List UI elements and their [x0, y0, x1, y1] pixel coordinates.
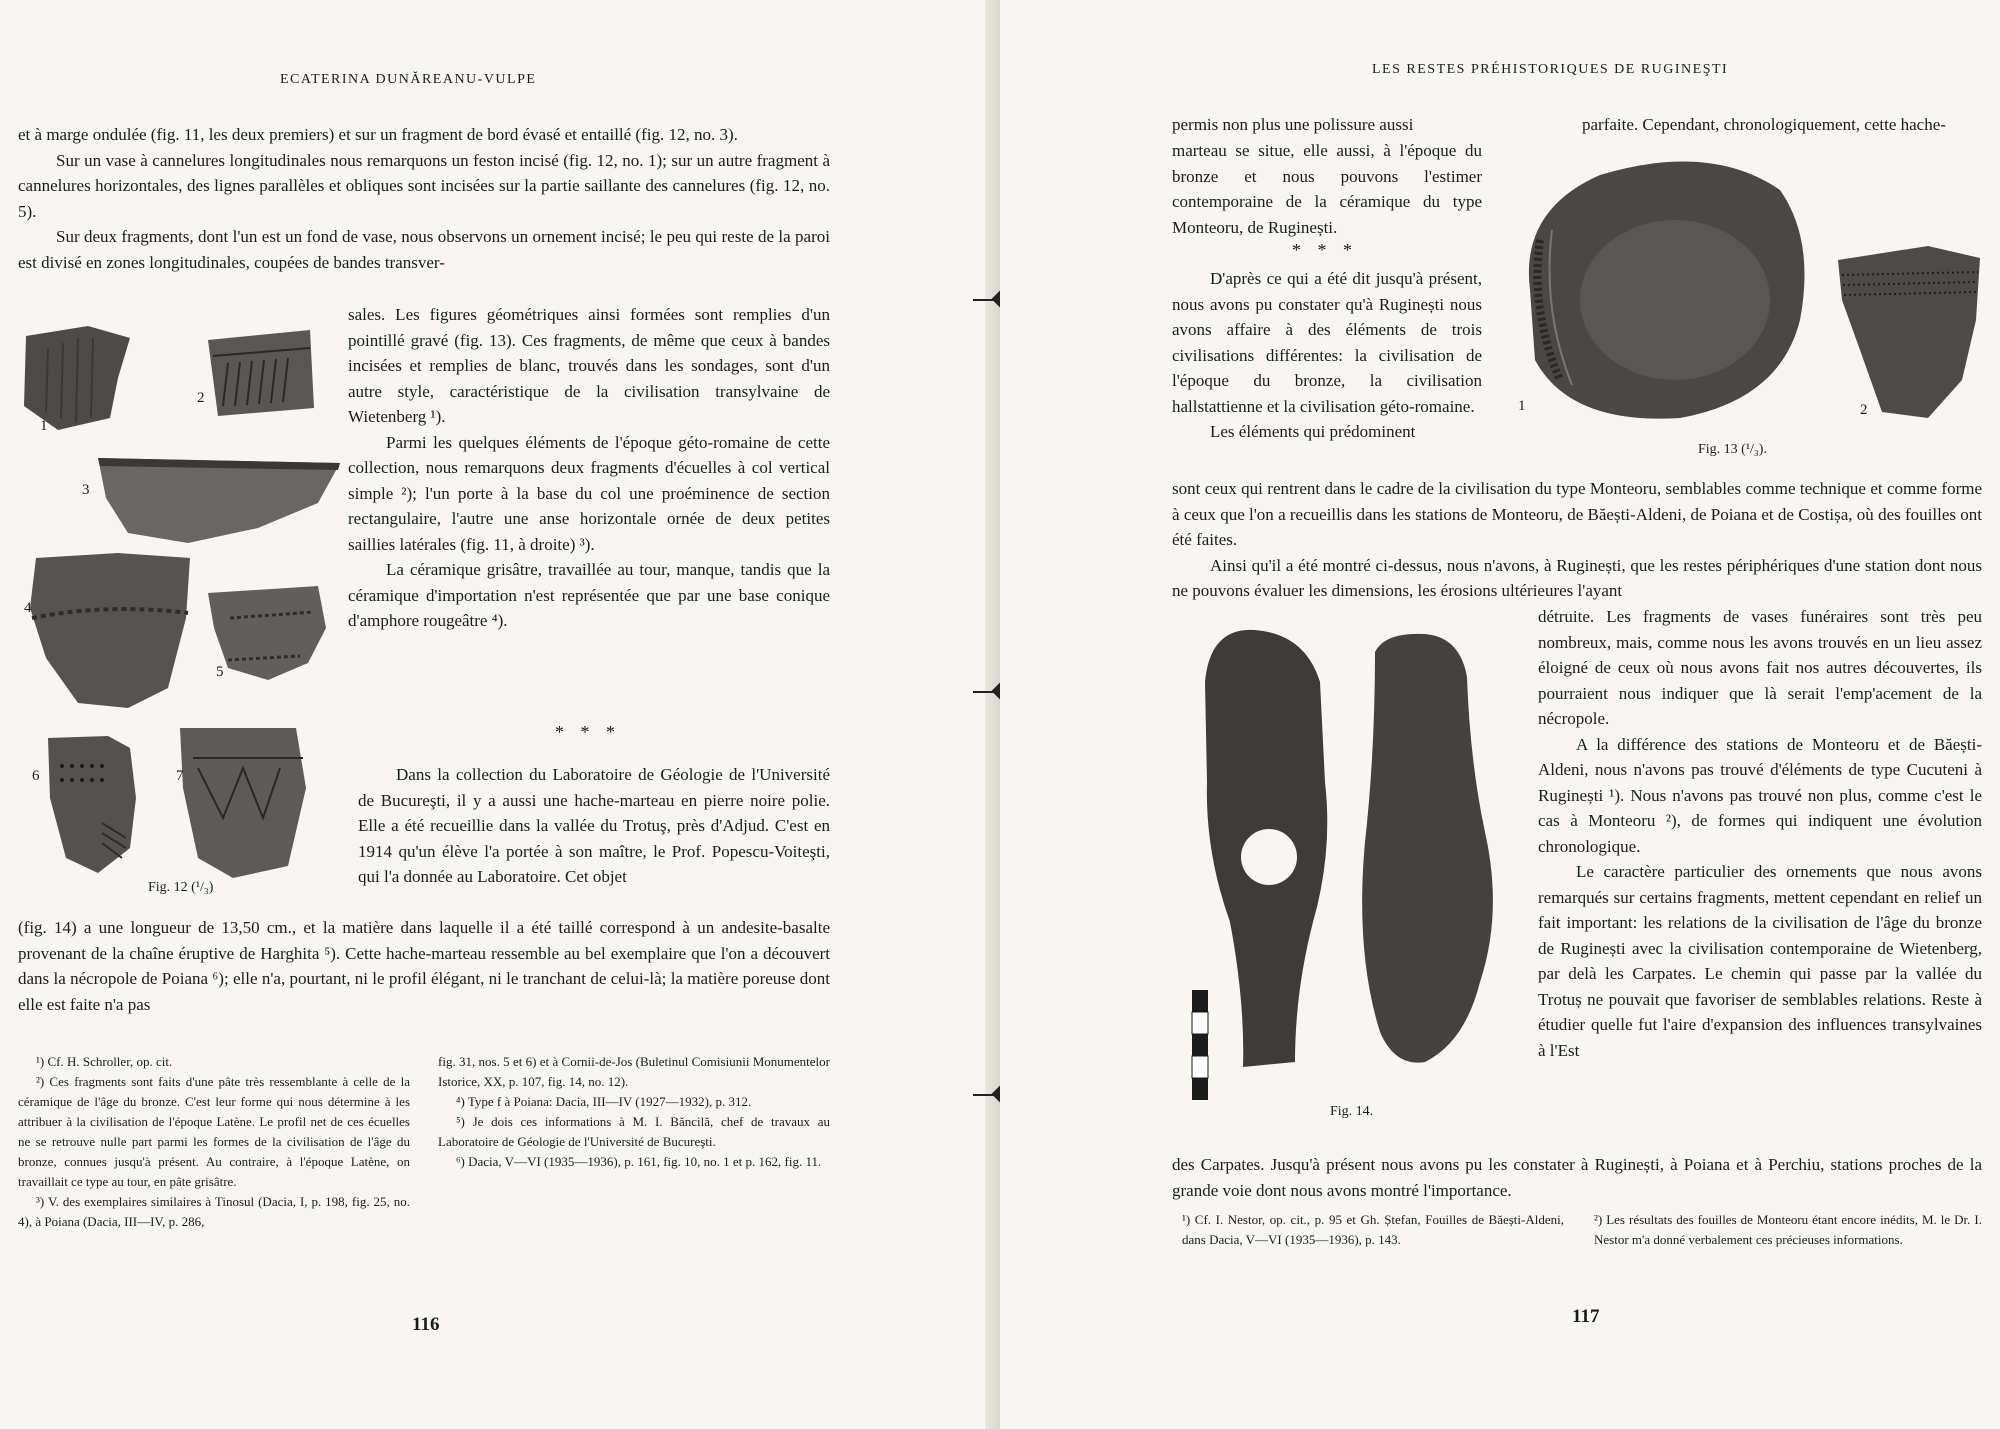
- footnote: ⁶) Dacia, V—VI (1935—1936), p. 161, fig. 10, no. 1 et p. 162, fig. 11.: [456, 1154, 822, 1169]
- figure-12-potsherds: [18, 318, 348, 898]
- paragraph: des Carpates. Jusqu'à présent nous avons pu les constater à Ruginești, à Poiana et à Perchiu, stations proches de la grande voie dont nous avons montré l'importance.: [1172, 1155, 1982, 1200]
- sherd-5: [208, 586, 326, 680]
- fig13-number-1: 1: [1518, 398, 1526, 414]
- footnotes-left-col1: [18, 1052, 410, 1232]
- right-lower-column: [1538, 604, 1982, 1063]
- hache-paragraph: [358, 762, 830, 890]
- left-top-paragraphs: [18, 122, 830, 275]
- full-width-paragraph: [18, 915, 830, 1017]
- fig12-number-7: 7: [176, 768, 184, 784]
- footnote: ¹) Cf. I. Nestor, op. cit., p. 95 et Gh. Ștefan, Fouilles de Băești-Aldeni, dans Dacia, V—VI (1935—1936), p. 143.: [1182, 1212, 1564, 1247]
- paragraph: marteau se situe, elle aussi, à l'époque du bronze et nous pouvons l'estimer contemporaine de la céramique du type Monteoru, de Ruginești.: [1172, 141, 1482, 237]
- footnote-right-1: [1182, 1210, 1564, 1250]
- page-number-left: 116: [412, 1314, 440, 1335]
- figure-12-caption: Fig. 12 (¹/₃): [148, 880, 214, 895]
- scale-bar: [1190, 990, 1212, 1100]
- figure-13-potsherds: [1510, 150, 1990, 440]
- paragraph: sales. Les figures géométriques ainsi formées sont remplies d'un pointillé gravé (fig. 13). Ces fragments, de même que ceux à bandes incisées et remplies de blanc, trouvés dans les sondages, sont d'un autre style, caractéristique de la civilisation transylvaine de Wietenberg ¹).: [348, 305, 830, 426]
- footnote: ⁴) Type f à Poiana: Dacia, III—IV (1927—1932), p. 312.: [456, 1094, 752, 1109]
- fig12-number-3: 3: [82, 482, 90, 498]
- footnote: fig. 31, nos. 5 et 6) et à Cornii-de-Jos (Buletinul Comisiunii Monumentelor Istorice, XX, p. 107, fig. 14, no. 12).: [438, 1054, 830, 1089]
- sherd-4: [30, 553, 190, 708]
- paragraph: et à marge ondulée (fig. 11, les deux premiers) et sur un fragment de bord évasé et entaillé (fig. 12, no. 3).: [18, 125, 738, 144]
- page-number-right: 117: [1572, 1306, 1600, 1327]
- paragraph: D'après ce qui a été dit jusqu'à présent, nous avons pu constater qu'à Ruginești nous avons affaire à des éléments de trois civilisations différentes: la civilisation de l'époque du bronze, la civilisation hallstattienne et la civilisation géto-romaine.: [1172, 269, 1482, 416]
- sherd-3: [98, 458, 340, 543]
- fig12-number-4: 4: [24, 600, 32, 616]
- paragraph: détruite. Les fragments de vases funéraires sont très peu nombreux, mais, comme nous les avons trouvés en un lieu assez éloigné de ceux où nous avons fait nos autres découvertes, ils pourraient nous indiquer que là serait l'emp'acement de la nécropole.: [1538, 607, 1982, 728]
- right-col-paragraph-2: [1172, 266, 1482, 445]
- paragraph: Parmi les quelques éléments de l'époque géto-romaine de cette collection, nous remarquons deux fragments d'écuelles à col vertical simple ²); l'un porte à la base du col une proéminence de section rectangulaire, l'autre une anse horizontale ornée de deux petites saillies latérales (fig. 11, à droite) ³).: [348, 432, 830, 554]
- running-head-left: ECATERINA DUNĂREANU-VULPE: [280, 72, 537, 87]
- figure-14-caption: Fig. 14.: [1330, 1104, 1374, 1119]
- sherd-2: [208, 330, 314, 416]
- sherd-6: [48, 736, 136, 873]
- footnotes-left-col2: [438, 1052, 830, 1172]
- fig13-sherd-2: [1838, 246, 1980, 418]
- fig12-number-5: 5: [216, 664, 224, 680]
- fig13-number-2: 2: [1860, 402, 1868, 418]
- right-col-paragraph-1: [1172, 138, 1482, 240]
- fig12-number-1: 1: [40, 418, 48, 434]
- sherd-7: [180, 728, 306, 878]
- footnote: ²) Ces fragments sont faits d'une pâte très ressemblante à celle de la céramique de l'âge du bronze. C'est leur forme qui nous détermine à les attribuer à la civilisation de l'époque Latène. Le profil net de ces écuelles ne se retrouve nulle part parmi les formes de la civilisation de l'âge du bronze, connues jusqu'à présent. Au contraire, à l'époque Latène, on travaillait ce type au tour, en pâte grisâtre.: [18, 1074, 410, 1189]
- section-stars: * * *: [555, 722, 621, 742]
- paragraph: Le caractère particulier des ornements que nous avons remarqués sur certains fragments, mettent cependant en relief un fait important: les relations de la civilisation de l'âge du bronze de Ruginești avec la civilisation contemporaine de Wietenberg, par delà les Carpates. Le chemin qui passe par la vallée du Trotuș ne pouvait que favoriser de semblables relations. Reste à étudier quelle fut l'aire d'expansion des influences transylvaines à l'Est: [1538, 862, 1982, 1060]
- fig12-number-6: 6: [32, 768, 40, 784]
- footnote: ¹) Cf. H. Schroller, op. cit.: [36, 1054, 173, 1069]
- right-final-paragraph: [1172, 1152, 1982, 1203]
- running-head-right: LES RESTES PRÉHISTORIQUES DE RUGINEŞTI: [1372, 62, 1729, 77]
- paragraph: sont ceux qui rentrent dans le cadre de la civilisation du type Monteoru, semblables comme technique et comme forme à ceux que l'on a recueillis dans les stations de Monteoru, de Băești-Aldeni, de Poiana et de Costișa, où des fouilles ont été faites.: [1172, 479, 1982, 549]
- fig12-number-2: 2: [197, 390, 205, 406]
- left-column-paragraphs: [348, 302, 830, 634]
- footnote: ³) V. des exemplaires similaires à Tinosul (Dacia, I, p. 198, fig. 25, no. 4), à Poiana (Dacia, III—IV, p. 286,: [18, 1194, 410, 1229]
- figure-14-hammer-axe: [1185, 622, 1525, 1082]
- paragraph: Dans la collection du Laboratoire de Géologie de l'Université de Bucureşti, il y a aussi une hache-marteau en pierre noire polie. Elle a été recueillie dans la vallée du Trotuş, près d'Adjud. C'est en 1914 qu'un élève l'a portée à son maître, le Prof. Popescu-Voiteşti, qui l'a donnée au Laboratoire. Cet objet: [358, 765, 830, 886]
- fig13-sherd-1: [1529, 162, 1805, 419]
- footnote: ⁵) Je dois ces informations à M. I. Băncilă, chef de travaux au Laboratoire de Géologie de l'Université de Bucureşti.: [438, 1114, 830, 1149]
- paragraph: La céramique grisâtre, travaillée au tour, manque, tandis que la céramique d'importation n'est représentée que par une base conique d'amphore rougeâtre ⁴).: [348, 560, 830, 630]
- right-first-line: permis non plus une polissure aussi: [1172, 115, 1414, 134]
- sherd-1: [24, 326, 130, 430]
- paragraph: Les éléments qui prédominent: [1210, 422, 1416, 441]
- right-first-line-rest: parfaite. Cependant, chronologiquement, cette hache-: [1582, 115, 1946, 134]
- paragraph: Sur un vase à cannelures longitudinales nous remarquons un feston incisé (fig. 12, no. 1); sur un autre fragment à cannelures horizontales, des lignes parallèles et obliques sont incisées sur la partie saillante des cannelures (fig. 12, no. 5).: [18, 150, 830, 221]
- section-stars-right: * * *: [1292, 240, 1358, 260]
- axe-front-view: [1205, 630, 1327, 1067]
- figure-13-caption: Fig. 13 (¹/₃).: [1698, 442, 1767, 457]
- paragraph: A la différence des stations de Monteoru et de Băești-Aldeni, nous n'avons pas trouvé d'éléments de type Cucuteni à Ruginești ¹). Nous n'avons pas trouvé non plus, comme c'est le cas à Monteoru ²), de formes qui indiquent une évolution chronologique.: [1538, 734, 1982, 856]
- footnote-right-2: [1594, 1210, 1982, 1250]
- right-full-paragraph: [1172, 476, 1982, 604]
- paragraph: (fig. 14) a une longueur de 13,50 cm., et la matière dans laquelle il a été taillé correspond à un andesite-basalte provenant de la chaîne éruptive de Harghita ⁵). Cette hache-marteau ressemble au bel exemplaire que l'on a découvert dans la nécropole de Poiana ⁶); elle n'a, pourtant, ni le profil élégant, ni le tranchant de celui-là; la matière poreuse dont elle est faite n'a pas: [18, 918, 830, 1014]
- right-page: [1000, 0, 2000, 1429]
- paragraph: Sur deux fragments, dont l'un est un fond de vase, nous observons un ornement incisé; le peu qui reste de la paroi est divisé en zones longitudinales, coupées de bandes transver-: [18, 227, 830, 272]
- footnote: ²) Les résultats des fouilles de Monteoru étant encore inédits, M. le Dr. I. Nestor m'a donné verbalement ces précieuses informations.: [1594, 1212, 1982, 1247]
- paragraph: Ainsi qu'il a été montré ci-dessus, nous n'avons, à Ruginești, que les restes périphériques d'une station dont nous ne pouvons évaluer les dimensions, les érosions ultérieures l'ayant: [1172, 555, 1982, 600]
- axe-side-view: [1362, 634, 1493, 1063]
